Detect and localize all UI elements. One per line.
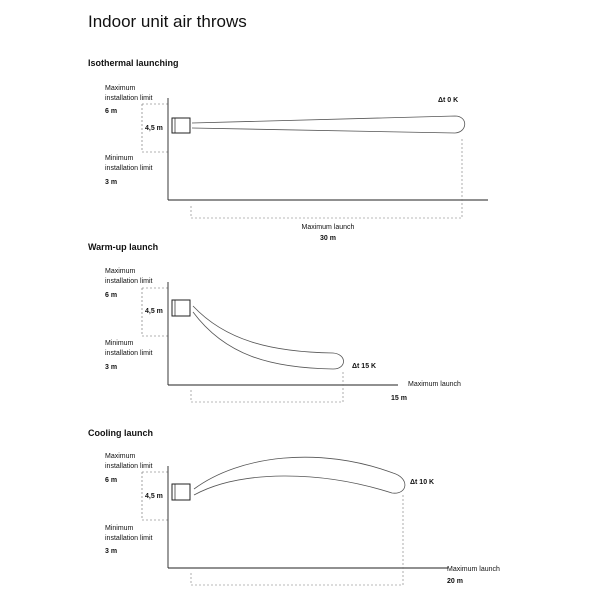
max-limit-label: Maximum xyxy=(105,85,136,92)
diagram-heading: Isothermal launching xyxy=(88,58,179,68)
max-limit-value: 6 m xyxy=(105,477,118,484)
temperature-delta-label: Δt 15 K xyxy=(352,363,377,370)
max-limit-label: installation limit xyxy=(105,278,153,285)
launch-dimension-line xyxy=(191,494,403,585)
min-limit-label: installation limit xyxy=(105,165,153,172)
unit-height-label: 4,5 m xyxy=(145,308,163,315)
launch-value: 15 m xyxy=(391,395,407,402)
page-title: Indoor unit air throws xyxy=(88,12,247,31)
diagram-heading: Warm-up launch xyxy=(88,242,159,252)
launch-label: Maximum launch xyxy=(408,381,461,388)
diagram-warm-up xyxy=(88,242,461,402)
min-limit-label: Minimum xyxy=(105,155,134,162)
min-limit-label: installation limit xyxy=(105,350,153,357)
max-limit-label: Maximum xyxy=(105,268,136,275)
unit-height-label: 4,5 m xyxy=(145,125,163,132)
diagram-isothermal xyxy=(88,58,488,242)
unit-height-label: 4,5 m xyxy=(145,493,163,500)
launch-dimension-line xyxy=(191,137,462,218)
max-limit-label: installation limit xyxy=(105,95,153,102)
temperature-delta-label: Δt 0 K xyxy=(438,97,459,104)
diagram-cooling xyxy=(88,428,500,585)
max-limit-label: installation limit xyxy=(105,463,153,470)
min-limit-label: Minimum xyxy=(105,525,134,532)
min-limit-label: installation limit xyxy=(105,535,153,542)
air-throw-shape xyxy=(193,306,344,369)
min-limit-value: 3 m xyxy=(105,548,118,555)
min-limit-label: Minimum xyxy=(105,340,134,347)
launch-dimension-line xyxy=(191,370,343,402)
diagram-heading: Cooling launch xyxy=(88,428,153,438)
air-throw-shape xyxy=(194,457,405,495)
launch-value: 30 m xyxy=(320,235,336,242)
max-limit-value: 6 m xyxy=(105,108,118,115)
max-limit-value: 6 m xyxy=(105,292,118,299)
launch-value: 20 m xyxy=(447,578,463,585)
launch-label: Maximum launch xyxy=(301,224,355,231)
launch-label: Maximum launch xyxy=(447,566,500,573)
min-limit-value: 3 m xyxy=(105,364,118,371)
max-limit-label: Maximum xyxy=(105,453,136,460)
min-limit-value: 3 m xyxy=(105,179,118,186)
air-throw-shape xyxy=(192,116,465,133)
temperature-delta-label: Δt 10 K xyxy=(410,479,435,486)
